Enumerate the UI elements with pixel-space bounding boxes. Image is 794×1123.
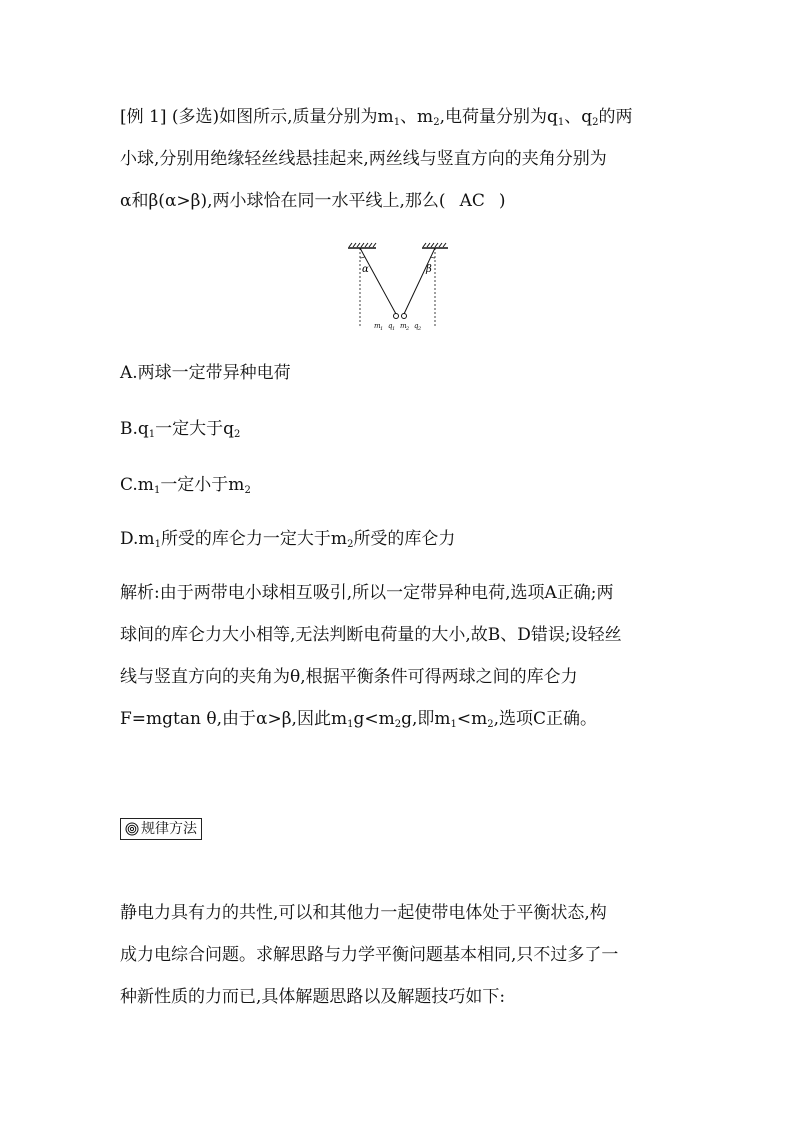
right-string [404,248,435,314]
subscript: 2 [394,719,402,730]
question-text: 如图所示,质量分别为m [219,107,394,127]
ball-1 [394,314,399,319]
right-ceiling [422,243,448,248]
subscript: 2 [487,719,494,730]
summary-line-1: 静电力具有力的共性,可以和其他力一起使带电体处于平衡状态,构 [120,903,607,923]
label-q1: q [388,322,393,330]
summary-line-2: 成力电综合问题。求解思路与力学平衡问题基本相同,只不过多了一 [120,945,619,965]
spiral-icon [125,822,139,836]
subscript: 1 [154,539,161,550]
analysis-text: <m [456,709,488,729]
subscript: 1 [393,117,401,128]
subscript: 1 [347,719,354,730]
subscript: 1 [450,719,457,730]
alpha-arc [360,257,365,258]
analysis-text: ,选项C正确。 [493,709,598,729]
analysis-line-2: 球间的库仑力大小相等,无法判断电荷量的大小,故B、D错误;设轻丝 [120,625,622,645]
option-d [120,528,455,556]
label-q1-sub: 1 [392,326,396,332]
question-line-1 [120,106,633,134]
option-text: C.m [120,475,154,495]
summary-line-3: 种新性质的力而已,具体解题思路以及解题技巧如下: [120,987,506,1007]
question-type: (多选) [171,107,220,127]
option-a: A.两球一定带异种电荷 [120,363,291,383]
label-m1: m [374,322,381,330]
subscript: 2 [433,117,440,128]
analysis-text: g,即m [401,709,451,729]
option-c [120,474,251,502]
question-text: ,电荷量分别为q [439,107,558,127]
label-m1-sub: 1 [380,326,384,332]
pendulum-figure [340,238,460,334]
subscript: 2 [234,429,241,440]
question-text: 的两 [598,107,633,127]
option-text: 所受的库仑力一定大于m [160,529,348,549]
subscript: 1 [557,117,565,128]
question-line-3 [120,190,506,212]
analysis-text: g<m [353,709,395,729]
beta-label: β [426,264,432,275]
subscript: 1 [148,429,156,440]
analysis-line-1: 解析:由于两带电小球相互吸引,所以一定带异种电荷,选项A正确;两 [120,583,614,603]
beta-arc [430,257,435,258]
example-tag: [例 1] [120,107,167,127]
method-badge-label: 规律方法 [141,821,197,837]
analysis-text: F=mgtan θ,由于α>β,因此m [120,709,348,729]
option-text: B.q [120,419,149,439]
subscript: 2 [244,485,251,496]
option-text: 一定小于m [160,475,245,495]
label-q2-sub: 2 [418,326,422,332]
question-text: 、q [564,107,593,127]
question-text: ) [498,191,506,211]
option-b [120,418,240,446]
analysis-line-4 [120,708,597,736]
label-q2: q [414,322,419,330]
alpha-label: α [362,264,369,275]
label-m2-sub: 2 [406,326,410,332]
answer-text: AC [459,191,485,211]
subscript: 2 [347,539,354,550]
subscript: 1 [153,485,161,496]
question-line-2: 小球,分别用绝缘轻丝线悬挂起来,两丝线与竖直方向的夹角分别为 [120,149,607,169]
question-text: α和β(α>β),两小球恰在同一水平线上,那么( [120,191,446,211]
method-badge [120,818,202,840]
analysis-line-3: 线与竖直方向的夹角为θ,根据平衡条件可得两球之间的库仑力 [120,667,578,687]
left-string [360,248,396,314]
ball-2 [402,314,407,319]
subscript: 2 [592,117,599,128]
question-text: 、m [400,107,434,127]
option-text: D.m [120,529,155,549]
left-ceiling [348,243,376,248]
option-text: 一定大于q [155,419,235,439]
option-text: 所受的库仑力 [353,529,456,549]
label-m2: m [400,322,407,330]
